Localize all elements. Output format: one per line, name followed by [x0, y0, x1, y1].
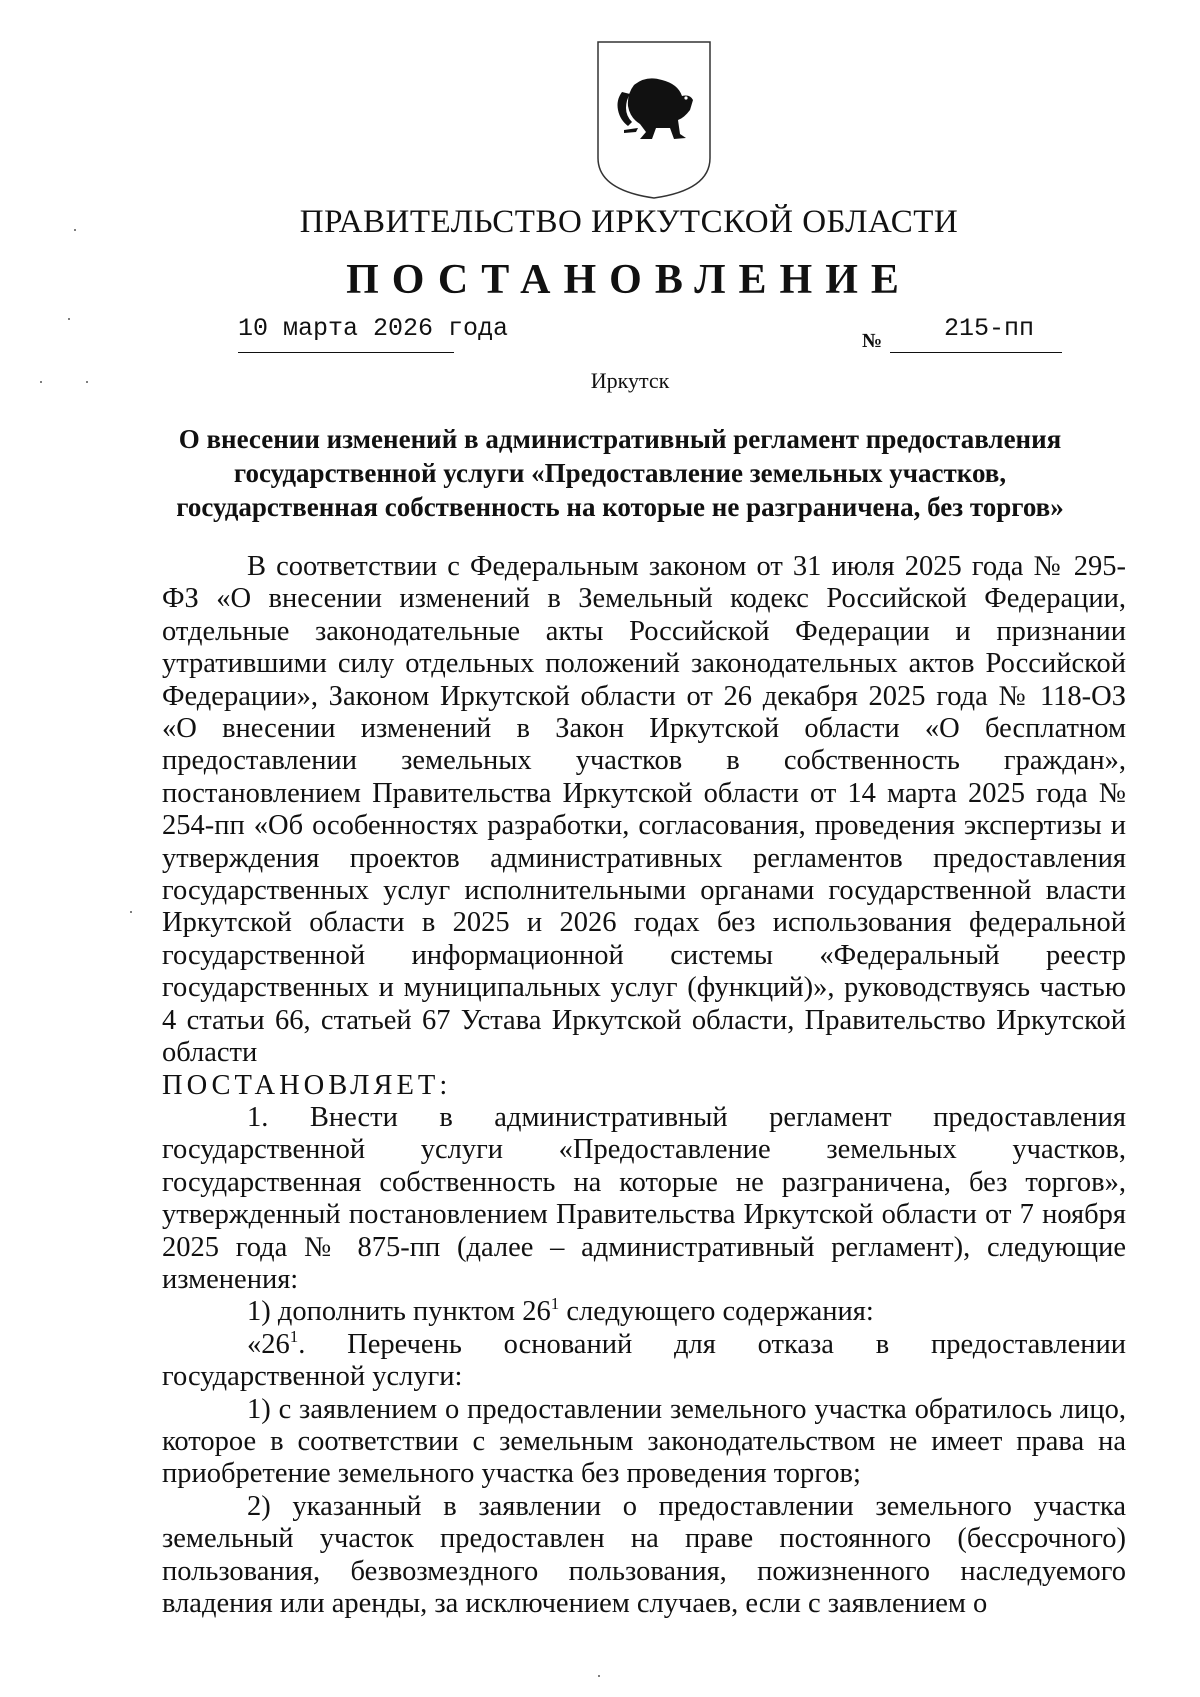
- title-line: государственной услуги «Предоставление земельных участков,: [233, 458, 1007, 488]
- organization-name: ПРАВИТЕЛЬСТВО ИРКУТСКОЙ ОБЛАСТИ: [299, 204, 959, 240]
- document-number: 215-пп: [944, 314, 1035, 343]
- document-date: 10 марта 2026 года: [238, 314, 509, 343]
- document-body: [162, 551, 1126, 1620]
- title-line: государственная собственность на которые не разграничена, без торгов»: [176, 492, 1064, 522]
- superscript: 1: [550, 1294, 560, 1314]
- babr-icon: [618, 78, 694, 139]
- ground-1-paragraph: 1) с заявлением о предоставлении земельного участка обратилось лицо, которое в соответствии с земельным законодательством не имеет права на приобретение земельного участка без проведения торгов;: [162, 1393, 1126, 1490]
- title-line: О внесении изменений в административный регламент предоставления: [178, 424, 1062, 454]
- new-point-paragraph: [162, 1326, 1126, 1394]
- date-field: [238, 314, 509, 353]
- document-type: ПОСТАНОВЛЕНИЕ: [346, 257, 912, 303]
- subitem-1-text: 1) дополнить пунктом 26: [247, 1296, 551, 1328]
- item-1-paragraph: 1. Внести в административный регламент предоставления государственной услуги «Предоставление земельных участков, государственная собственность на которые не разграничена, без торгов», утвержденный постановлением Правительства Иркутской области от 7 ноября 2025 года № 875-пп (далее – административный регламент), следующие изменения:: [162, 1101, 1126, 1295]
- scan-speck: [74, 229, 76, 231]
- scan-speck: [598, 1675, 600, 1677]
- scan-speck: [68, 318, 70, 320]
- scan-speck: [130, 911, 132, 913]
- city-name: Иркутск: [590, 368, 670, 393]
- scan-speck: [86, 381, 88, 383]
- coat-of-arms-emblem: [594, 40, 714, 200]
- ground-2-paragraph: 2) указанный в заявлении о предоставлении земельного участка земельный участок предоставлен на праве постоянного (бессрочного) пользования, безвозмездного пользования, пожизненного наследуемого владения или аренды, за исключением случаев, если с заявлением о: [162, 1490, 1126, 1619]
- document-title: [150, 422, 1090, 524]
- preamble-paragraph: В соответствии с Федеральным законом от 31 июля 2025 года № 295-ФЗ «О внесении изменений в Земельный кодекс Российской Федерации, отдельные законодательные акты Российской Федерации и признании утратившими силу отдельных положений законодательных актов Российской Федерации», Законом Иркутской области от 26 декабря 2025 года № 118-ОЗ «О внесении изменений в Закон Иркутской области «О бесплатном предоставлении земельных участков в собственность граждан», постановлением Правительства Иркутской области от 14 марта 2025 года № 254-пп «Об особенностях разработки, согласования, проведения экспертизы и утверждения проектов административных регламентов предоставления государственных услуг исполнительными органами государственной власти Иркутской области в 2025 и 2026 годах без использования федеральной государственной информационной системы «Федеральный реестр государственных и муниципальных услуг (функций)», руководствуясь частью 4 статьи 66, статьей 67 Устава Иркутской области, Правительство Иркутской области: [162, 551, 1126, 1069]
- number-field: [890, 314, 1062, 353]
- subitem-1-paragraph: [162, 1296, 1126, 1328]
- superscript: 1: [289, 1326, 299, 1346]
- number-sign: №: [862, 330, 883, 352]
- scan-speck: [40, 381, 42, 383]
- resolves-heading: ПОСТАНОВЛЯЕТ:: [162, 1069, 452, 1101]
- subitem-1-text-end: следующего содержания:: [559, 1296, 874, 1328]
- new-point-text: . Перечень оснований для отказа в предоставлении государственной услуги:: [162, 1328, 1126, 1393]
- new-point-number: «26: [247, 1328, 290, 1360]
